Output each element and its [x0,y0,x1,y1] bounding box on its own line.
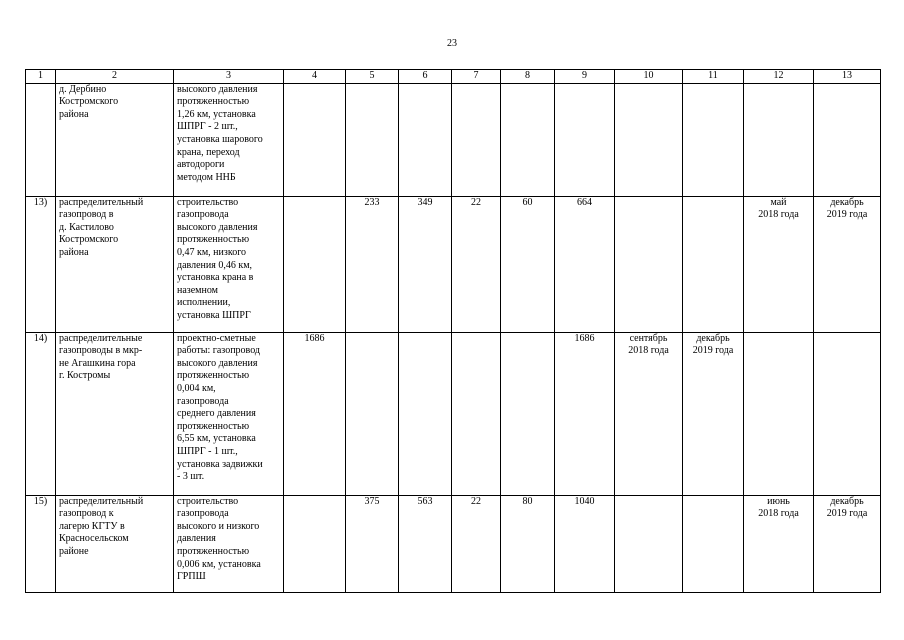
row-number: 15) [26,495,56,592]
table-row [26,495,881,592]
value-col-10 [615,196,683,332]
column-number: 12 [744,70,814,84]
column-number: 5 [346,70,399,84]
column-number: 3 [174,70,284,84]
value-col-10 [615,83,683,196]
work-description: строительство газопровода высокого давления протяженностью 0,47 км, низкого давления 0,46 км, установка крана в наземном исполнении, установка ШПРГ [174,196,284,332]
work-description: высокого давления протяженностью 1,26 км, установка ШПРГ - 2 шт., установка шарового крана, переход автодороги методом ННБ [174,83,284,196]
value-col-9: 1686 [555,332,615,495]
column-number: 9 [555,70,615,84]
value-col-6: 563 [399,495,452,592]
work-description: проектно-сметные работы: газопровод высокого давления протяженностью 0,004 км, газопровода среднего давления протяженностью 6,55 км, установка ШПРГ - 1 шт., установка задвижки - 3 шт. [174,332,284,495]
table-row [26,332,881,495]
table-row [26,83,881,196]
row-number [26,83,56,196]
value-col-5 [346,83,399,196]
value-col-13: декабрь 2019 года [814,495,881,592]
value-col-13: декабрь 2019 года [814,196,881,332]
column-number: 2 [56,70,174,84]
column-number: 13 [814,70,881,84]
value-col-12: май 2018 года [744,196,814,332]
column-number: 10 [615,70,683,84]
work-description: строительство газопровода высокого и низкого давления протяженностью 0,006 км, установка ГРПШ [174,495,284,592]
value-col-6: 349 [399,196,452,332]
value-col-11 [683,83,744,196]
value-col-5: 233 [346,196,399,332]
column-number: 7 [452,70,501,84]
value-col-7 [452,83,501,196]
value-col-12: июнь 2018 года [744,495,814,592]
value-col-11: декабрь 2019 года [683,332,744,495]
column-number: 8 [501,70,555,84]
value-col-7: 22 [452,196,501,332]
value-col-6 [399,83,452,196]
row-number: 14) [26,332,56,495]
value-col-13 [814,332,881,495]
value-col-8 [501,83,555,196]
column-number: 6 [399,70,452,84]
value-col-13 [814,83,881,196]
value-col-6 [399,332,452,495]
object-name: распределительный газопровод к лагерю КГТУ в Красносельском районе [56,495,174,592]
value-col-7: 22 [452,495,501,592]
project-table [25,69,881,593]
value-col-11 [683,196,744,332]
value-col-10: сентябрь 2018 года [615,332,683,495]
value-col-5: 375 [346,495,399,592]
value-col-8: 60 [501,196,555,332]
value-col-8 [501,332,555,495]
column-number-row [26,70,881,84]
value-col-4 [284,196,346,332]
object-name: распределительные газопроводы в мкр- не Агашкина гора г. Костромы [56,332,174,495]
value-col-9: 664 [555,196,615,332]
value-col-4 [284,495,346,592]
value-col-9: 1040 [555,495,615,592]
object-name: д. Дербино Костромского района [56,83,174,196]
value-col-12 [744,332,814,495]
value-col-11 [683,495,744,592]
row-number: 13) [26,196,56,332]
column-number: 4 [284,70,346,84]
value-col-4: 1686 [284,332,346,495]
value-col-7 [452,332,501,495]
value-col-10 [615,495,683,592]
object-name: распределительный газопровод в д. Кастилово Костромского района [56,196,174,332]
value-col-5 [346,332,399,495]
value-col-12 [744,83,814,196]
column-number: 11 [683,70,744,84]
table-row [26,196,881,332]
column-number: 1 [26,70,56,84]
value-col-9 [555,83,615,196]
value-col-8: 80 [501,495,555,592]
value-col-4 [284,83,346,196]
page-number: 23 [447,38,457,49]
